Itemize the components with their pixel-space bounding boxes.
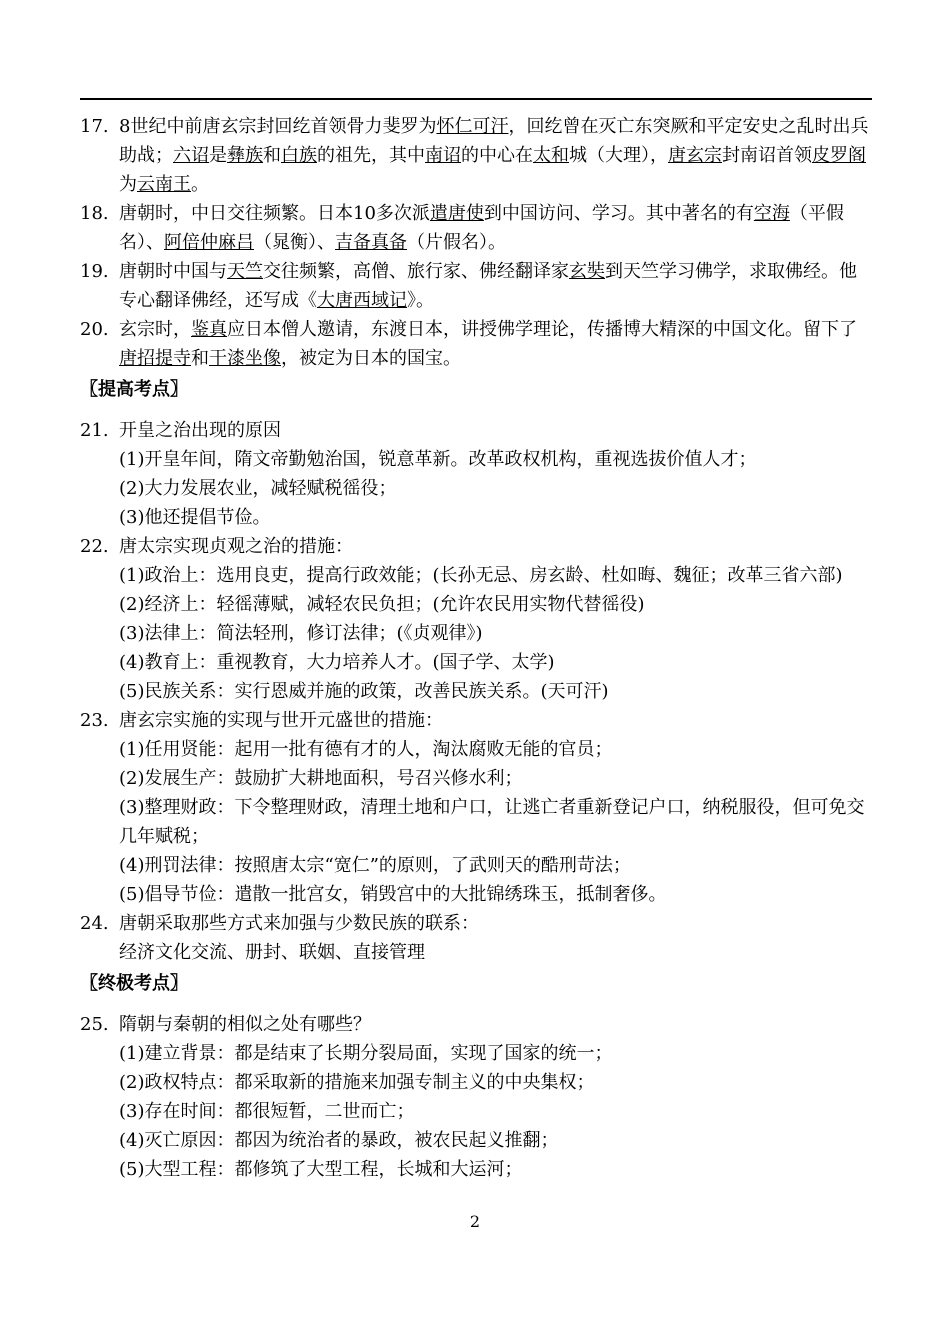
page-number: 2 [469, 1212, 481, 1231]
sub-point: (2)政权特点：都采取新的措施来加强专制主义的中央集权； [119, 1072, 595, 1093]
item-number: 22. [80, 536, 109, 557]
sub-point: (5)倡导节俭：遣散一批宫女，销毁宫中的大批锦绣珠玉，抵制奢侈。 [119, 884, 667, 905]
text-segment: 唐朝时，中日交往频繁。日本10多次派 [119, 203, 430, 224]
text-segment: 玄宗时， [119, 319, 191, 340]
underlined-term: 遣唐使 [429, 203, 484, 224]
text-segment: 封南诏首领 [722, 145, 812, 166]
text-segment: 8世纪中前唐玄宗封回纥首领骨力斐罗为 [119, 116, 437, 137]
underlined-term: 天竺 [227, 261, 263, 282]
text-segment: 到天竺学习佛学，求取佛经。他专心翻译佛经，还写成《 [119, 261, 857, 311]
text-segment: 。 [191, 174, 209, 195]
text-segment: 是 [209, 145, 227, 166]
sub-point: (2)发展生产：鼓励扩大耕地面积，号召兴修水利； [119, 768, 523, 789]
sub-point: (3)他还提倡节俭。 [119, 507, 271, 528]
underlined-term: 皮罗阁 [812, 145, 866, 166]
underlined-term: 玄奘 [569, 261, 605, 282]
sub-point: (4)教育上：重视教育，大力培养人才。(国子学、太学) [119, 652, 555, 673]
text-segment: 应日本僧人邀请，东渡日本，讲授佛学理论，传播博大精深的中国文化。留下了 [227, 319, 857, 340]
document-body [80, 112, 872, 1184]
list-ultimate-points [80, 1010, 872, 1184]
underlined-term: 鉴真 [191, 319, 227, 340]
underlined-term: 唐招提寺 [119, 348, 191, 369]
text-segment: （片假名）。 [407, 232, 506, 253]
item-title: 开皇之治出现的原因 [119, 420, 281, 441]
list-item [80, 1010, 872, 1039]
item-number: 21. [80, 420, 109, 441]
header-rule [80, 98, 872, 100]
item-title: 唐朝采取那些方式来加强与少数民族的联系： [119, 913, 479, 934]
sub-point: (1)政治上：选用良吏，提高行政效能；(长孙无忌、房玄龄、杜如晦、魏征；改革三省六部) [119, 565, 843, 586]
text-segment: 到中国访问、学习。其中著名的有 [483, 203, 754, 224]
item-number: 20. [80, 319, 109, 340]
sub-point: (2)经济上：轻徭薄赋，减轻农民负担；(允许农民用实物代替徭役) [119, 594, 645, 615]
sub-point: 经济文化交流、册封、联姻、直接管理 [119, 942, 425, 963]
list-item [80, 532, 872, 561]
text-segment: ，回纥曾在灭亡东突厥和平定安史之乱时出兵助战； [119, 116, 869, 166]
text-segment: 交往频繁，高僧、旅行家、佛经翻译家 [263, 261, 569, 282]
sub-point: (1)建立背景：都是结束了长期分裂局面，实现了国家的统一； [119, 1043, 613, 1064]
item-text [119, 199, 872, 257]
list-item [80, 706, 872, 735]
sub-point: (2)大力发展农业，减轻赋税徭役； [119, 478, 397, 499]
sub-point: (5)大型工程：都修筑了大型工程，长城和大运河； [119, 1159, 523, 1180]
text-segment: 的中心在 [461, 145, 533, 166]
text-segment: 城（大理）， [569, 145, 668, 166]
text-segment: （平假名）、 [119, 203, 844, 253]
item-text [119, 257, 872, 315]
sub-point: (4)刑罚法律：按照唐太宗“宽仁”的原则，了武则天的酷刑苛法； [119, 855, 631, 876]
underlined-term: 吉备真备 [335, 232, 407, 253]
text-segment: 的祖先，其中 [317, 145, 425, 166]
text-segment: ，被定为日本的国宝。 [281, 348, 461, 369]
list-advanced-points [80, 416, 872, 967]
underlined-term: 怀仁可汗 [436, 116, 509, 137]
underlined-term: 彝族 [227, 145, 263, 166]
item-number: 23. [80, 710, 109, 731]
text-segment: 为 [119, 174, 137, 195]
item-text [119, 315, 872, 373]
underlined-term: 唐玄宗 [668, 145, 722, 166]
item-text [119, 112, 872, 199]
sub-point: (3)法律上：简法轻刑，修订法律；(《贞观律》) [119, 623, 483, 644]
sub-point: (1)任用贤能：起用一批有德有才的人，淘汰腐败无能的官员； [119, 739, 613, 760]
list-item [80, 257, 872, 315]
list-item [80, 416, 872, 445]
item-number: 18. [80, 203, 109, 224]
underlined-term: 云南王 [137, 174, 191, 195]
underlined-term: 干漆坐像 [209, 348, 281, 369]
text-segment: （晁衡）、 [254, 232, 335, 253]
sub-point: (3)整理财政：下令整理财政，清理土地和户口，让逃亡者重新登记户口，纳税服役，但可免交几年赋税； [119, 797, 865, 847]
underlined-term: 空海 [753, 203, 790, 224]
list-item [80, 112, 872, 199]
section-heading-advanced: 〖提高考点〗 [80, 379, 188, 400]
list-basic-points [80, 112, 872, 373]
list-item [80, 199, 872, 257]
text-segment: 和 [191, 348, 209, 369]
text-segment: 唐朝时中国与 [119, 261, 227, 282]
list-item [80, 315, 872, 373]
underlined-term: 阿倍仲麻吕 [164, 232, 254, 253]
item-title: 隋朝与秦朝的相似之处有哪些？ [119, 1014, 371, 1035]
sub-point: (5)民族关系：实行恩威并施的政策，改善民族关系。(天可汗) [119, 681, 609, 702]
item-number: 19. [80, 261, 109, 282]
item-number: 24. [80, 913, 109, 934]
section-heading-ultimate: 〖终极考点〗 [80, 973, 188, 994]
underlined-term: 南诏 [425, 145, 461, 166]
underlined-term: 大唐西域记 [317, 290, 407, 311]
text-segment: 》。 [407, 290, 434, 311]
text-segment: 和 [263, 145, 281, 166]
underlined-term: 白族 [281, 145, 317, 166]
item-number: 25. [80, 1014, 109, 1035]
underlined-term: 太和 [533, 145, 569, 166]
underlined-term: 六诏 [173, 145, 209, 166]
item-title: 唐玄宗实施的实现与世开元盛世的措施： [119, 710, 443, 731]
sub-point: (1)开皇年间，隋文帝勤勉治国，锐意革新。改革政权机构，重视选拔价值人才； [119, 449, 757, 470]
list-item [80, 909, 872, 938]
sub-point: (3)存在时间：都很短暂，二世而亡； [119, 1101, 415, 1122]
sub-point: (4)灭亡原因：都因为统治者的暴政，被农民起义推翻； [119, 1130, 559, 1151]
item-title: 唐太宗实现贞观之治的措施： [119, 536, 353, 557]
item-number: 17. [80, 116, 109, 137]
